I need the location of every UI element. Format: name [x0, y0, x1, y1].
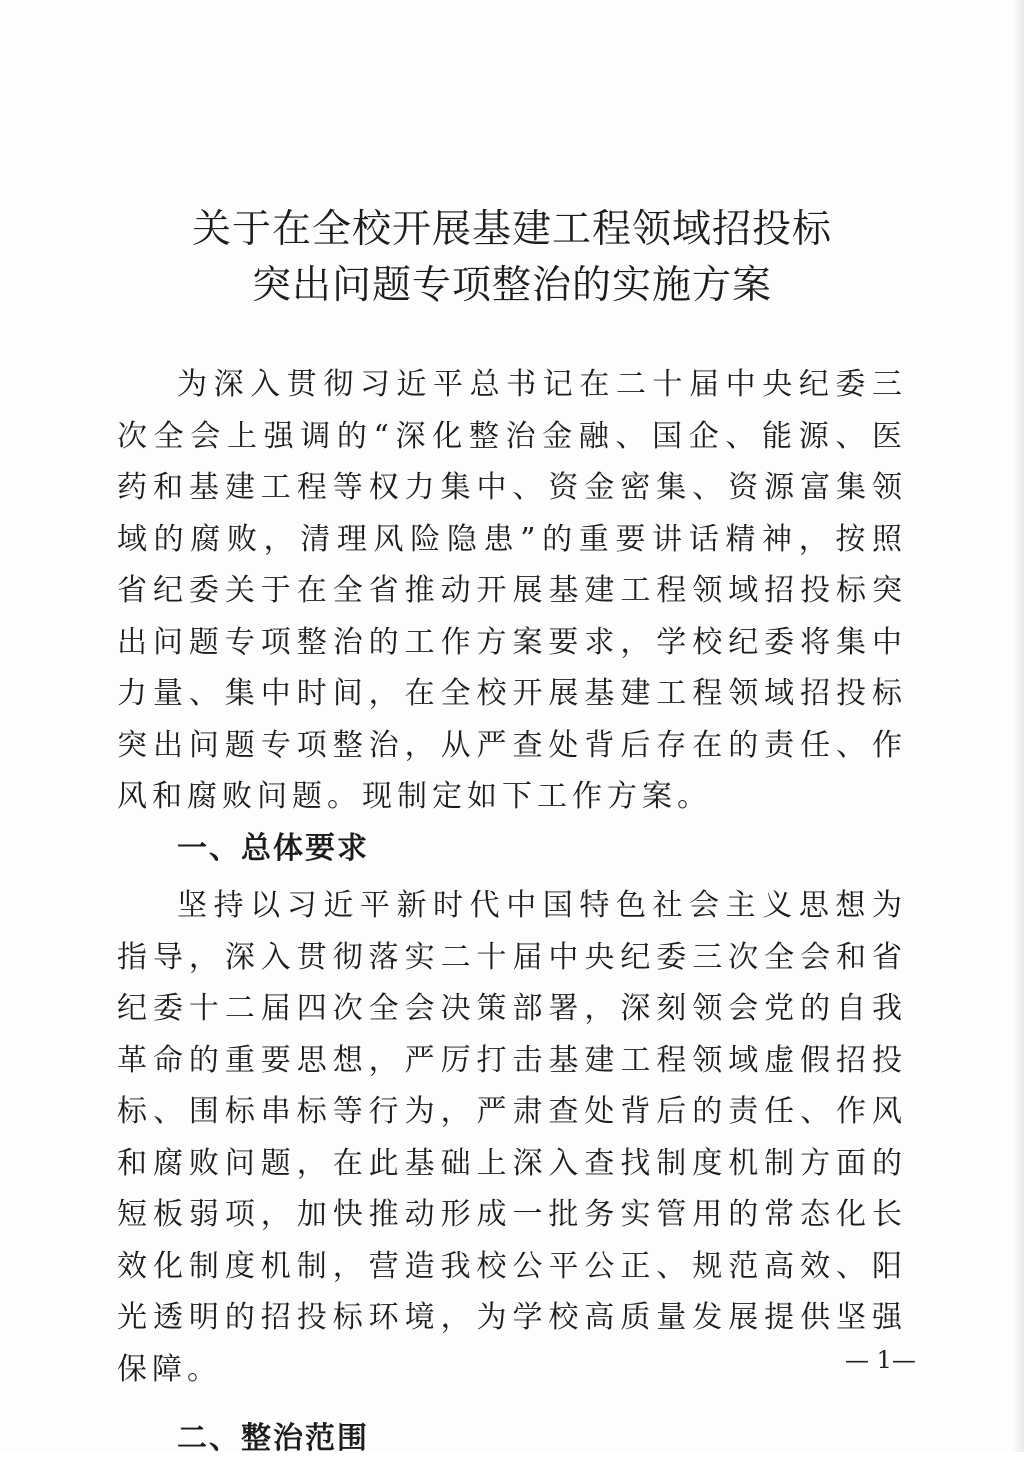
document-title-line-2: 突出问题专项整治的实施方案: [251, 263, 772, 308]
intro-paragraph: 为深入贯彻习近平总书记在二十届中央纪委三次全会上强调的“深化整治金融、国企、能源、医药和基建工程等权力集中、资金密集、资源富集领域的腐败，清理风险隐患”的重要讲话精神，按照省纪委关于在全省推动开展基建工程领域招投标突出问题专项整治的工作方案要求，学校纪委将集中力量、集中时间，在全校开展基建工程领域招投标突出问题专项整治，从严查处背后存在的责任、作风和腐败问题。现制定如下工作方案。: [117, 367, 907, 814]
page-number: — 1—: [845, 1346, 916, 1374]
document-body: [117, 359, 907, 1465]
section-heading-general-requirements: 一、总体要求: [177, 830, 369, 866]
general-requirements-paragraph: 坚持以习近平新时代中国特色社会主义思想为指导，深入贯彻落实二十届中央纪委三次全会和省纪委十二届四次全会决策部署，深刻领会党的自我革命的重要思想，严厉打击基建工程领域虚假招投标、围标串标等行为，严肃查处背后的责任、作风和腐败问题，在此基础上深入查找制度机制方面的短板弱项，加快推动形成一批务实管用的常态化长效化制度机制，营造我校公平公正、规范高效、阳光透明的招投标环境，为学校高质量发展提供坚强保障。: [117, 888, 907, 1387]
document-title-line-1: 关于在全校开展基建工程领域招投标: [191, 207, 832, 252]
section-heading-scope: 二、整治范围: [177, 1421, 369, 1456]
